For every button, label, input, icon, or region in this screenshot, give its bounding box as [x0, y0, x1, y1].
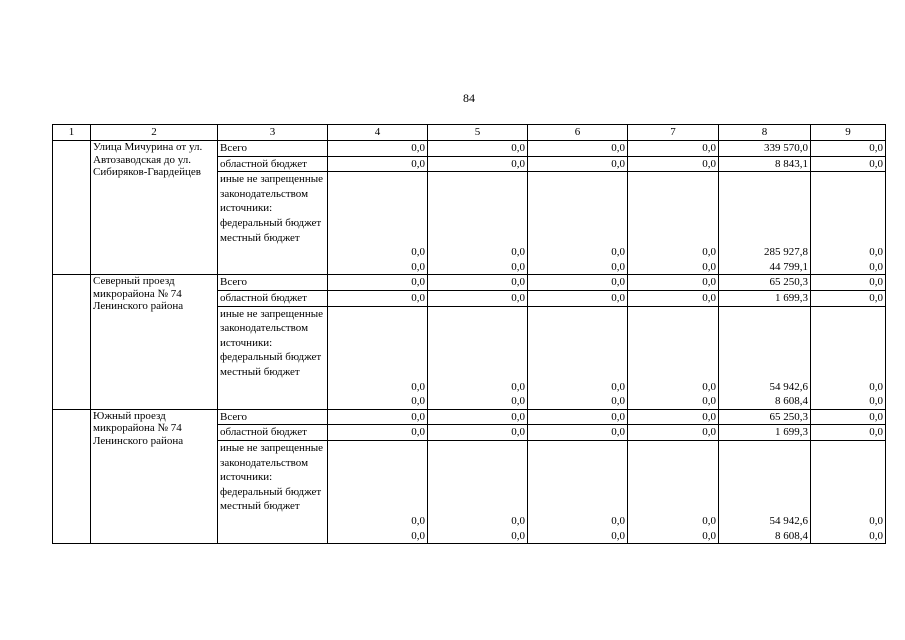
other-sources-cell [218, 440, 328, 543]
funding-source-label: Всего [218, 141, 328, 157]
value-cell: 0,0 [328, 409, 428, 425]
value-cell [528, 172, 628, 275]
row-number-cell [53, 275, 91, 409]
funding-source-label: областной бюджет [218, 290, 328, 306]
local-budget-label: местный бюджет [220, 500, 300, 513]
value-cell: 0,0 [811, 156, 886, 172]
row-number-cell [53, 409, 91, 543]
federal-budget-value: 0,0 [611, 380, 625, 393]
value-cell [328, 172, 428, 275]
other-sources-cell [218, 306, 328, 409]
value-cell: 0,0 [528, 141, 628, 157]
local-budget-value: 0,0 [869, 395, 883, 408]
value-cell: 0,0 [628, 290, 719, 306]
value-cell [719, 440, 811, 543]
other-sources-label: иные не запрещенные законодательством источники: федеральный бюджет [220, 307, 324, 364]
value-cell: 0,0 [628, 425, 719, 441]
local-budget-value: 0,0 [411, 529, 425, 542]
value-cell: 65 250,3 [719, 409, 811, 425]
value-cell: 0,0 [328, 425, 428, 441]
value-cell: 0,0 [528, 275, 628, 291]
federal-budget-value: 0,0 [702, 514, 716, 527]
value-cell [811, 306, 886, 409]
value-cell: 0,0 [811, 290, 886, 306]
value-cell: 0,0 [628, 141, 719, 157]
local-budget-value: 0,0 [702, 260, 716, 273]
value-cell: 0,0 [628, 409, 719, 425]
local-budget-value: 0,0 [511, 260, 525, 273]
funding-source-label: областной бюджет [218, 156, 328, 172]
column-header: 1 [53, 125, 91, 141]
column-header: 9 [811, 125, 886, 141]
federal-budget-value: 0,0 [511, 246, 525, 259]
federal-budget-value: 0,0 [869, 380, 883, 393]
federal-budget-value: 0,0 [869, 246, 883, 259]
funding-source-label: Всего [218, 275, 328, 291]
value-cell: 0,0 [528, 425, 628, 441]
column-header: 8 [719, 125, 811, 141]
value-cell: 0,0 [428, 425, 528, 441]
column-header: 6 [528, 125, 628, 141]
local-budget-value: 0,0 [411, 395, 425, 408]
value-cell [719, 172, 811, 275]
local-budget-value: 0,0 [702, 395, 716, 408]
local-budget-label: местный бюджет [220, 231, 300, 244]
column-header: 2 [91, 125, 218, 141]
value-cell: 0,0 [428, 275, 528, 291]
value-cell: 8 843,1 [719, 156, 811, 172]
value-cell [811, 440, 886, 543]
value-cell [428, 306, 528, 409]
object-name: Северный проезд микрорайона № 74 Ленинского района [91, 275, 218, 409]
budget-table [52, 124, 886, 544]
column-header: 3 [218, 125, 328, 141]
value-cell: 339 570,0 [719, 141, 811, 157]
other-sources-label: иные не запрещенные законодательством источники: федеральный бюджет [220, 173, 324, 229]
local-budget-value: 0,0 [611, 395, 625, 408]
value-cell [719, 306, 811, 409]
federal-budget-value: 0,0 [411, 246, 425, 259]
value-cell [428, 440, 528, 543]
value-cell [628, 172, 719, 275]
value-cell: 0,0 [428, 290, 528, 306]
federal-budget-value: 0,0 [869, 514, 883, 527]
total-row [53, 141, 886, 157]
object-name: Южный проезд микрорайона № 74 Ленинского района [91, 409, 218, 543]
federal-budget-value: 54 942,6 [769, 514, 808, 527]
value-cell: 0,0 [811, 275, 886, 291]
federal-budget-value: 0,0 [411, 514, 425, 527]
value-cell [628, 440, 719, 543]
value-cell: 0,0 [628, 275, 719, 291]
row-number-cell [53, 141, 91, 275]
value-cell [628, 306, 719, 409]
value-cell: 0,0 [328, 156, 428, 172]
local-budget-value: 44 799,1 [769, 260, 808, 273]
value-cell [328, 306, 428, 409]
other-sources-label: иные не запрещенные законодательством источники: федеральный бюджет [220, 441, 324, 498]
local-budget-value: 8 608,4 [775, 529, 808, 542]
value-cell: 0,0 [628, 156, 719, 172]
object-name: Улица Мичурина от ул. Автозаводская до ул. Сибиряков-Гвардейцев [91, 141, 218, 275]
value-cell: 0,0 [528, 156, 628, 172]
federal-budget-value: 0,0 [511, 514, 525, 527]
local-budget-value: 0,0 [511, 529, 525, 542]
federal-budget-value: 0,0 [611, 246, 625, 259]
value-cell: 0,0 [811, 141, 886, 157]
value-cell: 0,0 [428, 141, 528, 157]
local-budget-value: 0,0 [869, 529, 883, 542]
local-budget-value: 0,0 [511, 395, 525, 408]
column-header: 5 [428, 125, 528, 141]
value-cell: 0,0 [528, 409, 628, 425]
total-row [53, 275, 886, 291]
local-budget-value: 0,0 [702, 529, 716, 542]
funding-source-label: областной бюджет [218, 425, 328, 441]
value-cell: 0,0 [428, 156, 528, 172]
value-cell: 1 699,3 [719, 425, 811, 441]
value-cell [528, 306, 628, 409]
total-row [53, 409, 886, 425]
local-budget-label: местный бюджет [220, 365, 300, 378]
federal-budget-value: 0,0 [702, 380, 716, 393]
column-header: 7 [628, 125, 719, 141]
local-budget-value: 0,0 [869, 260, 883, 273]
funding-source-label: Всего [218, 409, 328, 425]
federal-budget-value: 0,0 [411, 380, 425, 393]
value-cell: 0,0 [811, 425, 886, 441]
column-header: 4 [328, 125, 428, 141]
other-sources-cell [218, 172, 328, 275]
value-cell: 1 699,3 [719, 290, 811, 306]
local-budget-value: 0,0 [611, 260, 625, 273]
local-budget-value: 8 608,4 [775, 395, 808, 408]
federal-budget-value: 0,0 [511, 380, 525, 393]
federal-budget-value: 54 942,6 [769, 380, 808, 393]
value-cell: 0,0 [428, 409, 528, 425]
value-cell [528, 440, 628, 543]
value-cell: 0,0 [328, 290, 428, 306]
value-cell [811, 172, 886, 275]
value-cell: 0,0 [328, 141, 428, 157]
federal-budget-value: 0,0 [611, 514, 625, 527]
federal-budget-value: 285 927,8 [764, 246, 808, 259]
local-budget-value: 0,0 [611, 529, 625, 542]
value-cell: 0,0 [528, 290, 628, 306]
local-budget-value: 0,0 [411, 260, 425, 273]
value-cell: 0,0 [811, 409, 886, 425]
header-row [53, 125, 886, 141]
value-cell: 0,0 [328, 275, 428, 291]
page-number: 84 [463, 91, 475, 105]
federal-budget-value: 0,0 [702, 246, 716, 259]
value-cell [328, 440, 428, 543]
value-cell: 65 250,3 [719, 275, 811, 291]
value-cell [428, 172, 528, 275]
